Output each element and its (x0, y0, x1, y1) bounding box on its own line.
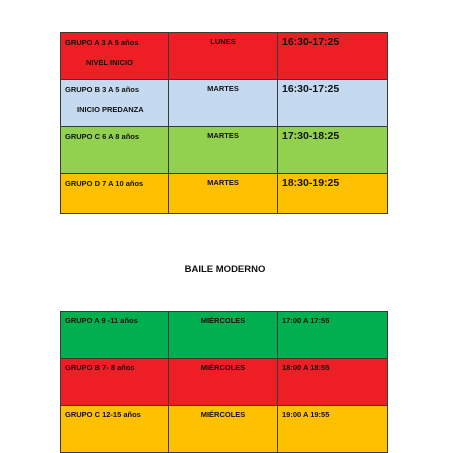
group-cell (61, 33, 169, 80)
table-row (61, 406, 388, 453)
schedule-table-2 (60, 311, 388, 453)
group-level: INICIO PREDANZA (77, 105, 144, 114)
time-cell: 17:30-18:25 (278, 127, 388, 174)
table-row (61, 127, 388, 174)
day-cell: MARTES (169, 174, 278, 214)
group-cell (61, 127, 169, 174)
group-label: GRUPO B 3 A 5 años (65, 85, 140, 94)
day-cell: MARTES (169, 127, 278, 174)
day-cell: MIÉRCOLES (169, 359, 278, 406)
group-cell: GRUPO B 7- 8 años (61, 359, 169, 406)
time-cell: 19:00 A 19:55 (278, 406, 388, 453)
group-cell: GRUPO C 12-15 años (61, 406, 169, 453)
day-cell: MIÉRCOLES (169, 312, 278, 359)
time-cell: 18:00 A 18:55 (278, 359, 388, 406)
group-label: GRUPO C 6 A 8 años (65, 132, 140, 141)
table-row (61, 359, 388, 406)
table-row (61, 33, 388, 80)
day-cell: LUNES (169, 33, 278, 80)
group-label: GRUPO A 3 A 5 años (65, 38, 139, 47)
time-cell: 16:30-17:25 (278, 33, 388, 80)
time-cell: 16:30-17:25 (278, 80, 388, 127)
time-cell: 17:00 A 17:55 (278, 312, 388, 359)
table-row (61, 312, 388, 359)
group-label: GRUPO D 7 A 10 años (65, 179, 144, 188)
table-row (61, 174, 388, 214)
group-cell: GRUPO A 9 -11 años (61, 312, 169, 359)
table-row (61, 80, 388, 127)
day-cell: MIÉRCOLES (169, 406, 278, 453)
group-level: NIVEL INICIO (86, 58, 133, 67)
group-cell (61, 80, 169, 127)
group-cell (61, 174, 169, 214)
schedule-table-1 (60, 32, 388, 214)
section-title: BAILE MODERNO (184, 264, 266, 275)
day-cell: MARTES (169, 80, 278, 127)
time-cell: 18:30-19:25 (278, 174, 388, 214)
